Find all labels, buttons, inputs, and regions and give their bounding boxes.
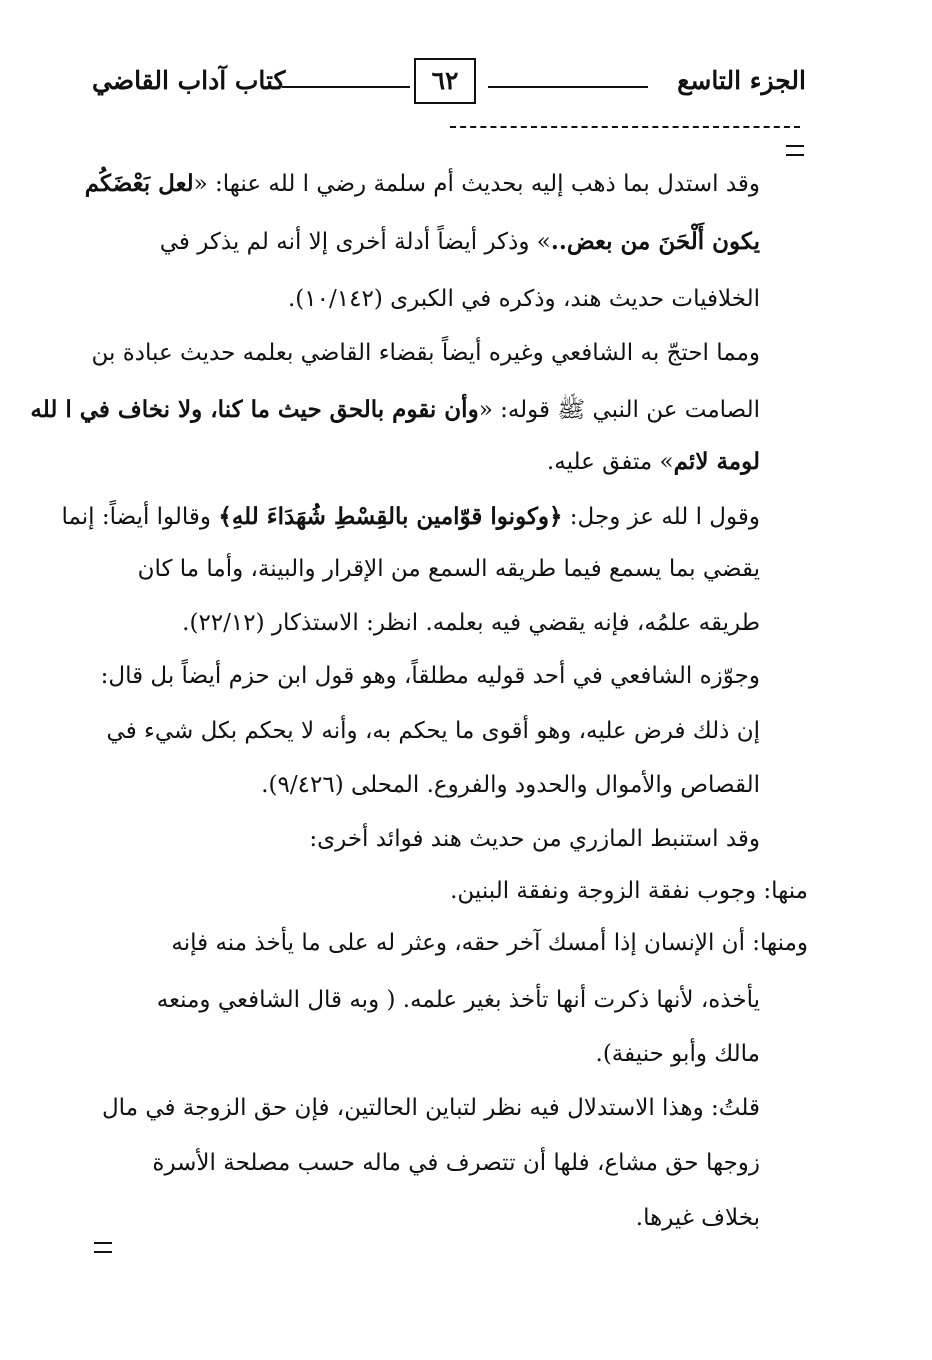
text-segment: وقالوا أيضاً: إنما (61, 504, 219, 530)
text-line (102, 1095, 760, 1121)
bold-quote-segment: وأن نقوم بالحق حيث ما كنا، ولا نخاف في ا لله (30, 396, 479, 423)
text-line (636, 1205, 760, 1231)
text-line (547, 448, 760, 475)
text-segment: وقول ا لله عز وجل: (562, 504, 760, 530)
text-line (157, 987, 760, 1013)
text-line (450, 878, 808, 904)
bold-quote-segment: لومة لائم (673, 448, 760, 475)
text-segment: » متفق عليه. (546, 449, 674, 475)
text-line (85, 170, 760, 197)
text-segment: قلتُ: وهذا الاستدلال فيه نظر لتباين الحالتين، فإن حق الزوجة في مال (101, 1095, 760, 1121)
header-rule-right (488, 86, 648, 88)
dashed-separator (450, 126, 800, 128)
text-segment: مالك وأبو حنيفة). (595, 1041, 760, 1067)
text-segment: وجوّزه الشافعي في أحد قوليه مطلقاً، وهو قول ابن حزم أيضاً بل قال: (100, 663, 760, 689)
text-segment: يقضي بما يسمع فيما طريقه السمع من الإقرار والبينة، وأما ما كان (137, 556, 760, 582)
bold-quote-segment: ﴿وكونوا قوّامين بالقِسْطِ شُهَدَاءَ للهِ﴾ (218, 503, 563, 530)
text-segment: ومما احتجّ به الشافعي وغيره أيضاً بقضاء القاضي بعلمه حديث عبادة بن (91, 340, 760, 366)
text-segment: زوجها حق مشاع، فلها أن تتصرف في ماله حسب مصلحة الأسرة (152, 1150, 760, 1176)
text-segment: القصاص والأموال والحدود والفروع. المحلى (٩/٤٢٦). (261, 772, 760, 798)
text-line (261, 772, 760, 798)
page-number-box: ٦٢ (414, 58, 476, 104)
text-line (30, 395, 760, 429)
text-segment: بخلاف غيرها. (635, 1205, 760, 1231)
text-segment: ومنها: أن الإنسان إذا أمسك آخر حقه، وعثر له على ما يأخذ منه فإنه (171, 930, 808, 956)
text-segment: » وذكر أيضاً أدلة أخرى إلا أنه لم يذكر في (159, 229, 551, 255)
text-line (309, 826, 760, 852)
volume-title: الجزء التاسع (677, 66, 806, 95)
text-line (152, 1150, 760, 1176)
text-line (182, 610, 760, 636)
text-line (101, 663, 760, 689)
text-line (61, 503, 760, 530)
text-line (171, 930, 808, 956)
text-segment: منها: وجوب نفقة الزوجة ونفقة البنين. (450, 878, 808, 904)
text-line (288, 286, 760, 312)
text-segment: طريقه علمُه، فإنه يقضي فيه بعلمه. انظر: الاستذكار (٢٢/١٢). (182, 610, 760, 636)
book-title: كتاب آداب القاضي (92, 66, 286, 95)
top-equals-mark (786, 145, 804, 156)
text-segment: الصامت عن النبي ﷺ قوله: « (478, 397, 760, 423)
header-rule-left (282, 86, 410, 88)
bold-quote-segment: لعل بَعْضَكُم (84, 170, 194, 197)
text-segment: وقد استنبط المازري من حديث هند فوائد أخرى: (309, 826, 760, 852)
bold-quote-segment: يكون أَلْحَنَ من بعض.. (550, 228, 760, 255)
page-header (92, 56, 806, 116)
text-line (596, 1041, 760, 1067)
text-segment: الخلافيات حديث هند، وذكره في الكبرى (١٠/١٤٢). (287, 286, 760, 312)
text-line (107, 718, 760, 744)
text-segment: وقد استدل بما ذهب إليه بحديث أم سلمة رضي ا لله عنها: « (193, 171, 760, 197)
text-segment: يأخذه، لأنها ذكرت أنها تأخذ بغير علمه. ( وبه قال الشافعي ومنعه (156, 987, 760, 1013)
text-segment: إن ذلك فرض عليه، وهو أقوى ما يحكم به، وأنه لا يحكم بكل شيء في (106, 718, 760, 744)
text-line (138, 556, 760, 582)
text-line (92, 340, 760, 366)
bottom-equals-mark (94, 1242, 112, 1253)
text-line (160, 228, 760, 255)
